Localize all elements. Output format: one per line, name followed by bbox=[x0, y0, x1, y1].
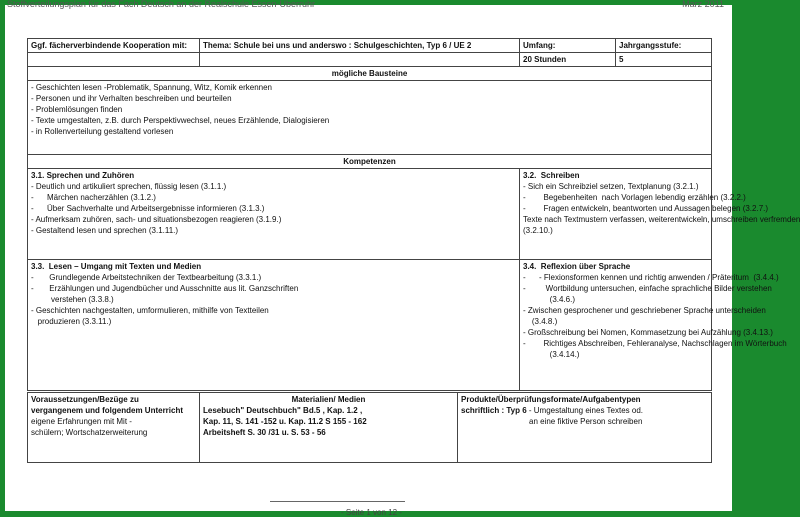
voraussetzungen-text: eigene Erfahrungen mit Mit - bbox=[31, 417, 132, 426]
bausteine-heading: mögliche Bausteine bbox=[28, 67, 712, 81]
schreiben-line: Texte nach Textmustern verfassen, weiterentwickeln, umschreiben verfremden bbox=[523, 215, 800, 224]
baustein-item: - Personen und ihr Verhalten beschreiben und beurteilen bbox=[31, 94, 232, 103]
schreiben-line: - Sich ein Schreibziel setzen, Textplanung (3.2.1.) bbox=[523, 182, 699, 191]
materialien-line: Kap. 11, S. 141 -152 u. Kap. 11.2 S 155 - 162 bbox=[203, 417, 367, 426]
thema-label: Thema: Schule bei uns und anderswo : Schulgeschichten, Typ 6 / UE 2 bbox=[200, 39, 520, 53]
bausteine-list bbox=[28, 81, 712, 155]
reflexion-title: 3.4. Reflexion über Sprache bbox=[523, 262, 631, 271]
baustein-item: - Problemlösungen finden bbox=[31, 105, 123, 114]
page-number: - Seite 1 von 12 - bbox=[341, 508, 402, 517]
plan-table bbox=[27, 38, 800, 391]
materials-table bbox=[27, 392, 712, 463]
reflexion-line: - Zwischen gesprochener und geschriebener Sprache unterscheiden bbox=[523, 306, 766, 315]
lesen-title: 3.3. Lesen – Umgang mit Texten und Medien bbox=[31, 262, 202, 271]
produkte-text: an eine fiktive Person schreiben bbox=[529, 417, 643, 426]
materialien-title: Materialien/ Medien bbox=[291, 395, 366, 404]
header-title: Stoffverteilungsplan für das Fach Deutsch an der Realschule Essen-Überruhr bbox=[7, 0, 315, 9]
baustein-item: - Texte umgestalten, z.B. durch Perspektivwechsel, neues Erzählende, Dialogisieren bbox=[31, 116, 330, 125]
header-date: Marz 2011 bbox=[682, 0, 724, 9]
schreiben-cell bbox=[520, 169, 800, 260]
materialien-line: Lesebuch" Deutschbuch" Bd.5 , Kap. 1.2 , bbox=[203, 406, 363, 415]
sprechen-title: 3.1. Sprechen und Zuhören bbox=[31, 171, 135, 180]
produkte-cell bbox=[458, 393, 712, 463]
document-page bbox=[5, 0, 800, 517]
reflexion-line: - Großschreibung bei Nomen, Kommasetzung bei Aufzählung (3.4.13.) bbox=[523, 328, 773, 337]
thema-value bbox=[200, 53, 520, 67]
schreiben-line: (3.2.10.) bbox=[523, 226, 553, 235]
voraussetzungen-cell bbox=[28, 393, 200, 463]
baustein-item: - Geschichten lesen -Problematik, Spannung, Witz, Komik erkennen bbox=[31, 83, 273, 92]
reflexion-line: (3.4.14.) bbox=[523, 350, 580, 359]
footer-divider bbox=[270, 501, 405, 502]
kompetenzen-heading: Kompetenzen bbox=[28, 155, 712, 169]
jahrgang-value: 5 bbox=[616, 53, 712, 67]
lesen-line: - Geschichten nachgestalten, umformulieren, mithilfe von Textteilen bbox=[31, 306, 269, 315]
umfang-label: Umfang: bbox=[520, 39, 616, 53]
kooperation-value bbox=[28, 53, 200, 67]
sprechen-line: - Über Sachverhalte und Arbeitsergebnisse informieren (3.1.3.) bbox=[31, 204, 265, 213]
sprechen-cell bbox=[28, 169, 520, 260]
reflexion-cell bbox=[520, 260, 787, 391]
produkte-type: schriftlich : Typ 6 bbox=[461, 406, 527, 415]
reflexion-line: - Richtiges Abschreiben, Fehleranalyse, Nachschlagen im Wörterbuch bbox=[523, 339, 787, 348]
sprechen-line: - Aufmerksam zuhören, sach- und situationsbezogen reagieren (3.1.9.) bbox=[31, 215, 282, 224]
voraussetzungen-title: Voraussetzungen/Bezüge zu bbox=[31, 395, 139, 404]
schreiben-title: 3.2. Schreiben bbox=[523, 171, 580, 180]
sprechen-line: - Märchen nacherzählen (3.1.2.) bbox=[31, 193, 156, 202]
lesen-line: verstehen (3.3.8.) bbox=[31, 295, 114, 304]
materialien-cell bbox=[200, 393, 458, 463]
jahrgang-label: Jahrgangsstufe: bbox=[616, 39, 712, 53]
lesen-cell bbox=[28, 260, 520, 391]
reflexion-line: - Wortbildung untersuchen, einfache sprachliche Bilder verstehen bbox=[523, 284, 772, 293]
kooperation-label: Ggf. fächerverbindende Kooperation mit: bbox=[28, 39, 200, 53]
produkte-text: - Umgestaltung eines Textes od. bbox=[526, 406, 643, 415]
voraussetzungen-text: schülern; Wortschatzerweiterung bbox=[31, 428, 148, 437]
baustein-item: - in Rollenverteilung gestaltend vorlesen bbox=[31, 127, 174, 136]
produkte-title: Produkte/Überprüfungsformate/Aufgabentypen bbox=[461, 395, 641, 404]
schreiben-line: - Begebenheiten nach Vorlagen lebendig erzählen (3.2.2.) bbox=[523, 193, 746, 202]
lesen-line: - Erzählungen und Jugendbücher und Ausschnitte aus lit. Ganzschriften bbox=[31, 284, 299, 293]
sprechen-line: - Deutlich und artikuliert sprechen, flüssig lesen (3.1.1.) bbox=[31, 182, 227, 191]
materialien-line: Arbeitsheft S. 30 /31 u. S. 53 - 56 bbox=[203, 428, 326, 437]
reflexion-line: - - Flexionsformen kennen und richtig anwenden / Präteritum (3.4.4.) bbox=[523, 273, 779, 282]
lesen-line: produzieren (3.3.11.) bbox=[31, 317, 112, 326]
reflexion-line: (3.4.8.) bbox=[523, 317, 558, 326]
umfang-value: 20 Stunden bbox=[520, 53, 616, 67]
lesen-line: - Grundlegende Arbeitstechniken der Textbearbeitung (3.3.1.) bbox=[31, 273, 262, 282]
schreiben-line: - Fragen entwickeln, beantworten und Aussagen belegen (3.2.7.) bbox=[523, 204, 769, 213]
reflexion-line: (3.4.6.) bbox=[523, 295, 576, 304]
voraussetzungen-title: vergangenem und folgendem Unterricht bbox=[31, 406, 184, 415]
sprechen-line: - Gestaltend lesen und sprechen (3.1.11.) bbox=[31, 226, 179, 235]
